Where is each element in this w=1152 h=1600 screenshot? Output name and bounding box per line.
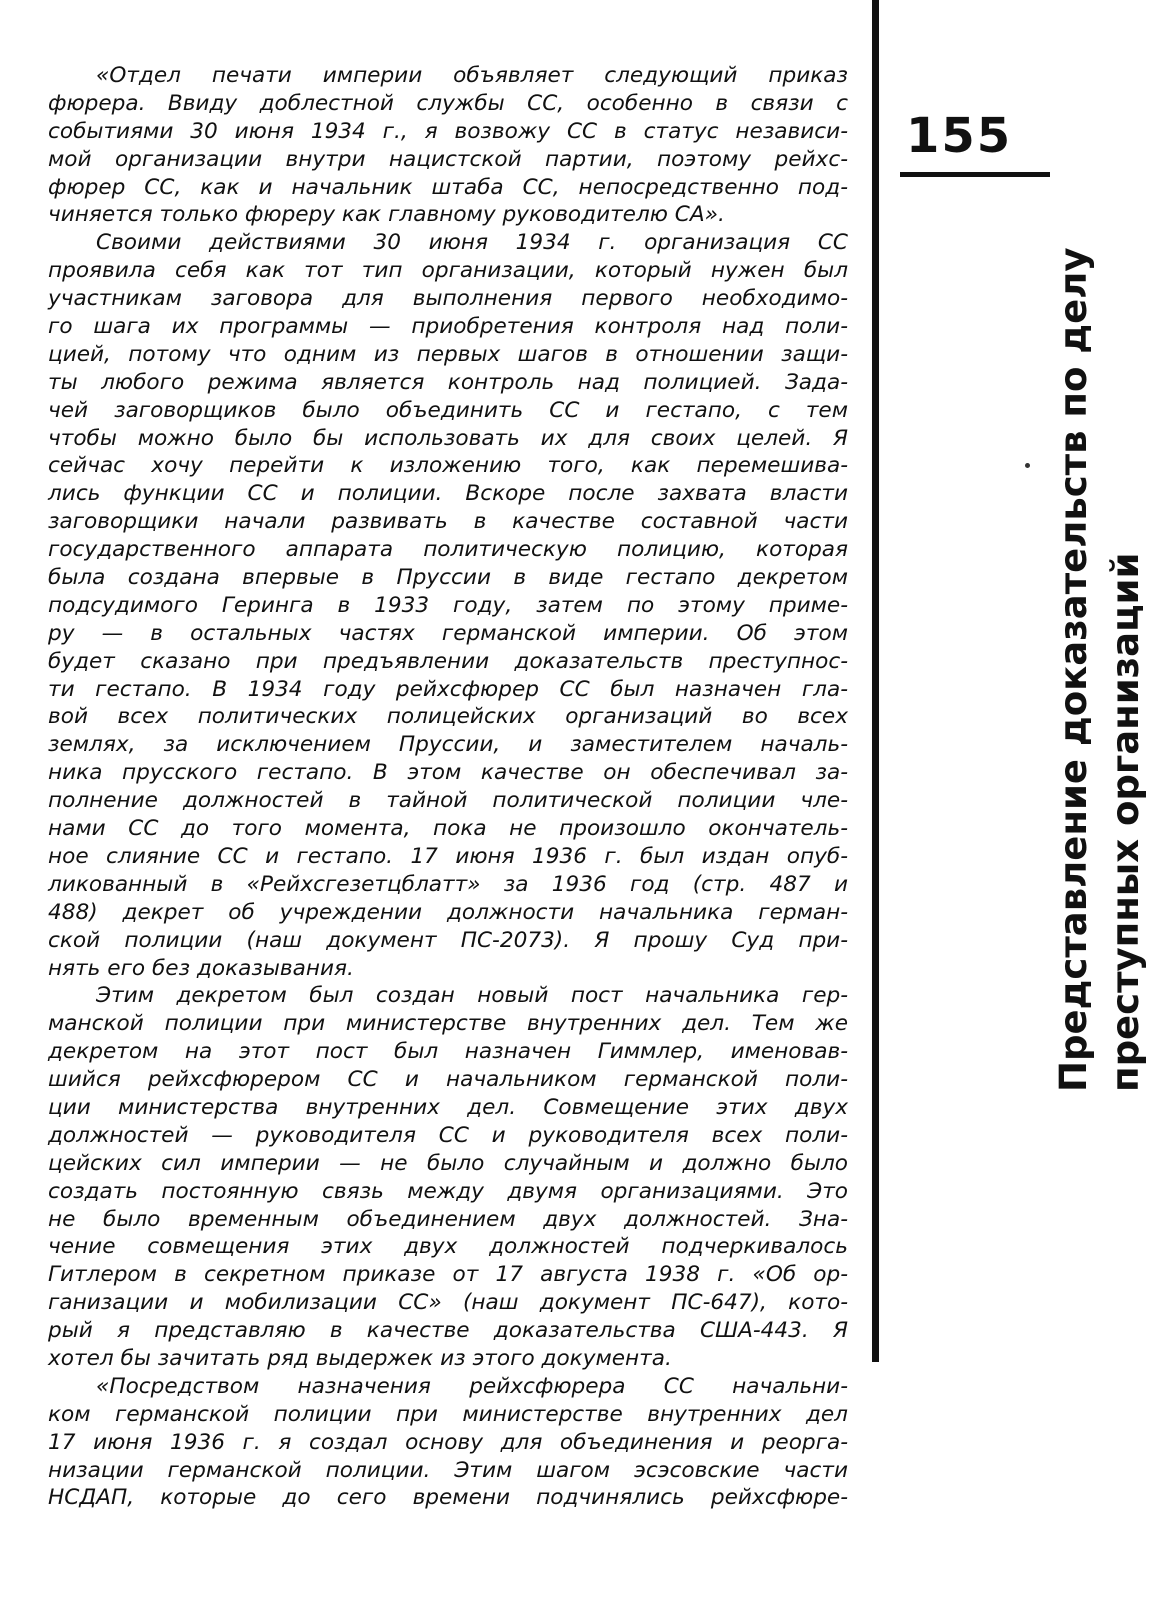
text-line: государственного аппарата политическую полицию, которая <box>48 537 848 563</box>
text-line: не было временным объединением двух должностей. Зна- <box>48 1206 848 1232</box>
text-line: 488) декрет об учреждении должности начальника герман- <box>48 899 848 925</box>
text-line: полнение должностей в тайной политической полиции чле- <box>48 788 848 814</box>
text-line: цейских сил империи — не было случайным и должно было <box>48 1150 848 1176</box>
text-line: ком германской полиции при министерстве внутренних дел <box>48 1401 848 1427</box>
text-line: нять его без доказывания. <box>48 955 354 981</box>
body-text <box>48 62 848 1512</box>
text-line: манской полиции при министерстве внутренних дел. Тем же <box>48 1011 848 1037</box>
text-line: вой всех политических полицейских организаций во всех <box>48 704 848 730</box>
vertical-rule <box>872 0 879 1362</box>
text-line: фюрера. Ввиду доблестной службы СС, особенно в связи с <box>48 90 848 116</box>
running-head <box>1048 248 1152 1092</box>
running-head-line-2: преступных организаций <box>1104 552 1147 1092</box>
text-line: ликованный в «Рейхсгезетцблатт» за 1936 год (стр. 487 и <box>48 871 848 897</box>
page-number: 155 <box>906 108 1013 164</box>
text-line: чиняется только фюреру как главному руководителю СА». <box>48 202 725 228</box>
text-line: декретом на этот пост был назначен Гиммлер, именовав- <box>48 1039 848 1065</box>
text-line: подсудимого Геринга в 1933 году, затем по этому приме- <box>48 592 848 618</box>
text-line: «Посредством назначения рейхсфюрера СС начальни- <box>96 1373 848 1399</box>
text-line: ции министерства внутренних дел. Совмещение этих двух <box>48 1094 848 1120</box>
text-line: мой организации внутри нацистской партии, поэтому рейхс- <box>48 146 848 172</box>
text-line: будет сказано при предъявлении доказательств преступнос- <box>48 648 848 674</box>
text-line: низации германской полиции. Этим шагом эсэсовские части <box>48 1457 848 1483</box>
decorative-dot <box>1025 463 1030 468</box>
text-line: ты любого режима является контроль над полицией. Зада- <box>48 369 848 395</box>
text-line: ное слияние СС и гестапо. 17 июня 1936 г. был издан опуб- <box>48 843 848 869</box>
running-head-line-1: Представление доказательств по делу <box>1052 247 1095 1092</box>
text-line: шийся рейхсфюрером СС и начальником германской поли- <box>48 1067 848 1093</box>
text-line: цией, потому что одним из первых шагов в отношении защи- <box>48 341 848 367</box>
text-line: го шага их программы — приобретения контроля над поли- <box>48 314 848 340</box>
text-line: хотел бы зачитать ряд выдержек из этого документа. <box>48 1345 672 1371</box>
text-line: чение совмещения этих двух должностей подчеркивалось <box>48 1234 848 1260</box>
text-line: НСДАП, которые до сего времени подчинялись рейхсфюре- <box>48 1485 848 1511</box>
text-line: чей заговорщиков было объединить СС и гестапо, с тем <box>48 397 848 423</box>
text-line: ганизации и мобилизации СС» (наш документ ПС-647), кото- <box>48 1290 848 1316</box>
text-line: Гитлером в секретном приказе от 17 августа 1938 г. «Об ор- <box>48 1262 848 1288</box>
text-line: лись функции СС и полиции. Вскоре после захвата власти <box>48 481 848 507</box>
text-line: проявила себя как тот тип организации, который нужен был <box>48 258 848 284</box>
text-line: заговорщики начали развивать в качестве составной части <box>48 509 848 535</box>
text-line: ской полиции (наш документ ПС-2073). Я прошу Суд при- <box>48 927 848 953</box>
text-line: нами СС до того момента, пока не произошло окончатель- <box>48 816 848 842</box>
text-line: рый я представляю в качестве доказательства США-443. Я <box>48 1318 848 1344</box>
text-line: была создана впервые в Пруссии в виде гестапо декретом <box>48 565 848 591</box>
text-line: Своими действиями 30 июня 1934 г. организация СС <box>96 230 848 256</box>
text-line: чтобы можно было бы использовать их для своих целей. Я <box>48 425 848 451</box>
text-line: должностей — руководителя СС и руководителя всех поли- <box>48 1122 848 1148</box>
text-line: создать постоянную связь между двумя организациями. Это <box>48 1178 848 1204</box>
text-line: 17 июня 1936 г. я создал основу для объединения и реорга- <box>48 1429 848 1455</box>
text-line: фюрер СС, как и начальник штаба СС, непосредственно под- <box>48 174 848 200</box>
text-line: землях, за исключением Пруссии, и заместителем началь- <box>48 732 848 758</box>
text-line: участникам заговора для выполнения первого необходимо- <box>48 286 848 312</box>
page-number-rule <box>900 172 1050 177</box>
text-line: ру — в остальных частях германской империи. Об этом <box>48 620 848 646</box>
text-line: Этим декретом был создан новый пост начальника гер- <box>96 983 848 1009</box>
text-line: ти гестапо. В 1934 году рейхсфюрер СС был назначен гла- <box>48 676 848 702</box>
text-line: событиями 30 июня 1934 г., я возвожу СС в статус независи- <box>48 118 848 144</box>
text-line: сейчас хочу перейти к изложению того, как перемешива- <box>48 453 848 479</box>
text-line: ника прусского гестапо. В этом качестве он обеспечивал за- <box>48 760 848 786</box>
text-line: «Отдел печати империи объявляет следующий приказ <box>96 63 848 88</box>
